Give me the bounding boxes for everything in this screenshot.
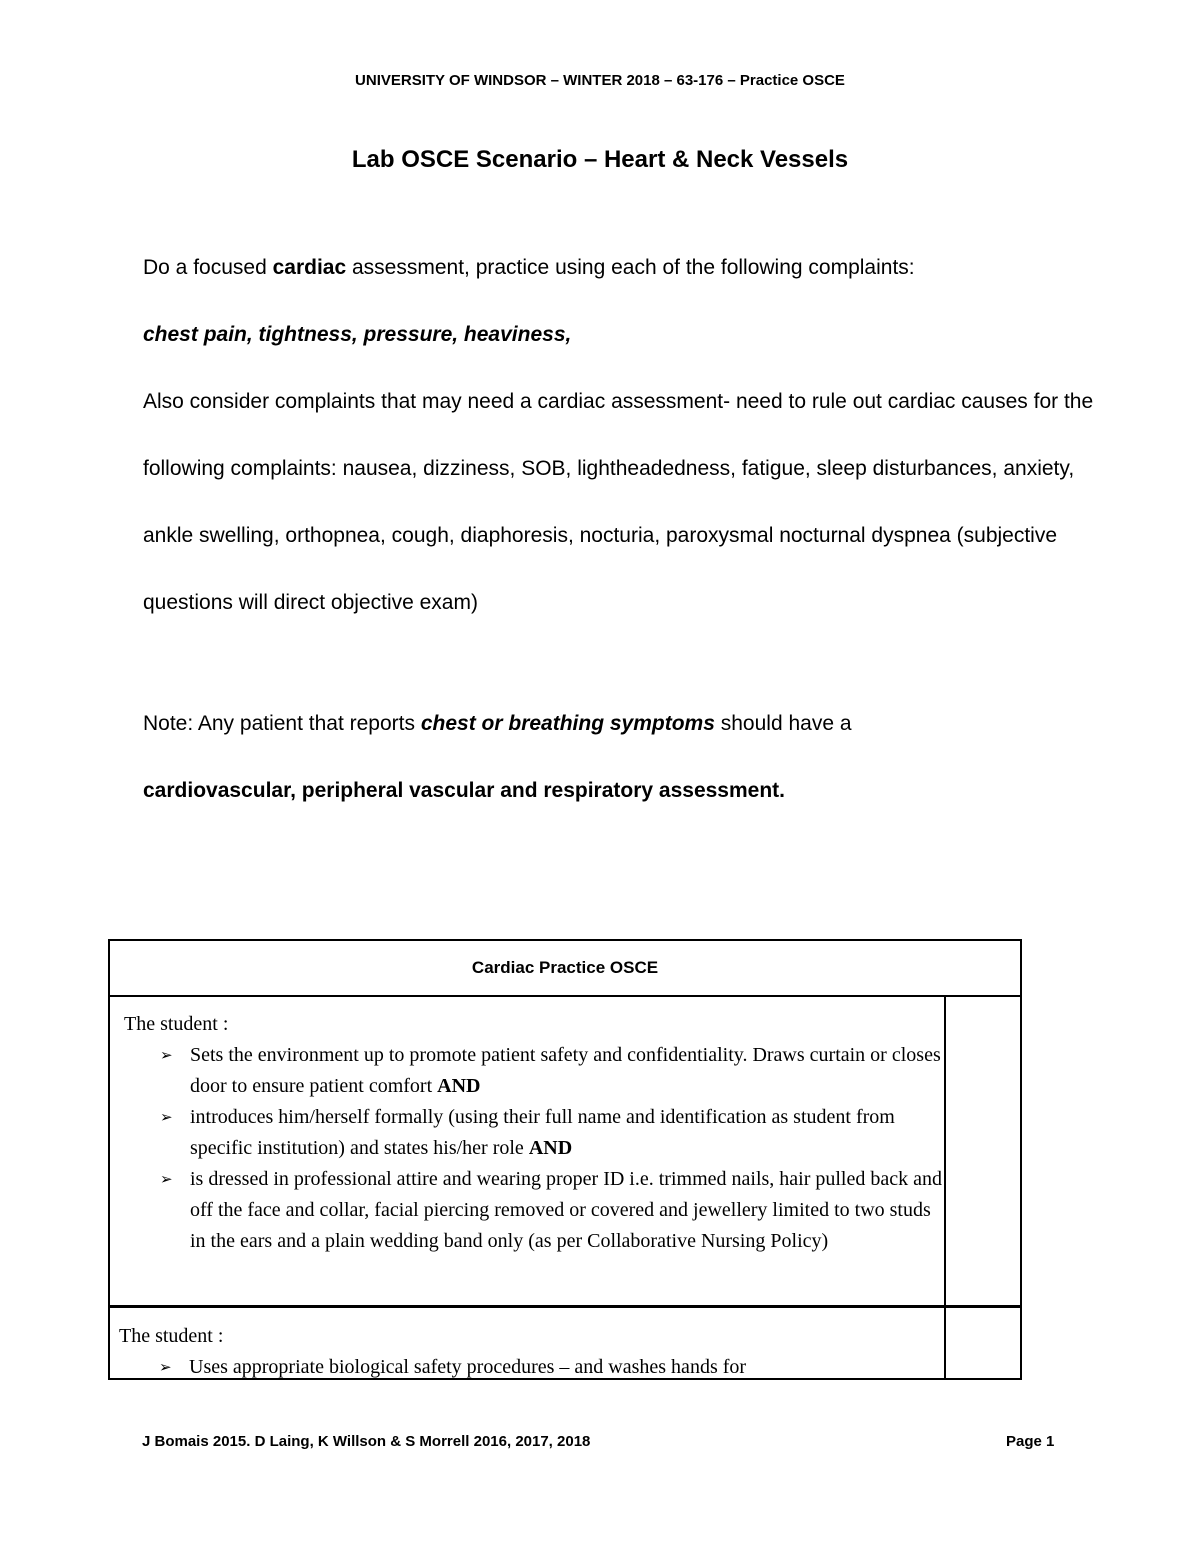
intro-paragraph [143, 234, 1103, 301]
criteria-lead: The student : [119, 1325, 224, 1347]
criteria-cell [110, 1308, 946, 1380]
criteria-cell [110, 997, 946, 1305]
intro-text: Do a focused [143, 256, 273, 279]
list-item [124, 1164, 944, 1257]
osce-checklist-table [108, 939, 1022, 1380]
criteria-list [119, 1352, 944, 1383]
complaints-list: chest pain, tightness, pressure, heaviness, [143, 323, 572, 346]
criteria-keyword: AND [437, 1075, 481, 1097]
arrow-bullet-icon: ➢ [160, 1046, 173, 1064]
table-row [110, 1308, 1020, 1380]
criteria-text: is dressed in professional attire and wearing proper ID i.e. trimmed nails, hair pulled back and off the face and collar, facial piercing removed or covered and jewellery limited to two studs in the ears and a plain wedding band only (as per Collaborative Nursing Policy) [190, 1168, 942, 1252]
list-item [119, 1352, 944, 1383]
note-text: Note: Any patient that reports [143, 712, 421, 735]
criteria-list [124, 1040, 944, 1257]
footer-credits: J Bomais 2015. D Laing, K Willson & S Morrell 2016, 2017, 2018 [142, 1433, 591, 1450]
table-row [110, 997, 1020, 1308]
checkmark-cell[interactable] [946, 997, 1020, 1305]
scenario-instructions [143, 234, 1103, 824]
criteria-text: introduces him/herself formally (using their full name and identification as student from specific institution) and states his/her role [190, 1106, 895, 1159]
intro-keyword: cardiac [272, 256, 347, 279]
note-text-end: should have a [714, 712, 852, 735]
page-number: Page 1 [1006, 1433, 1055, 1450]
note-assessments: cardiovascular, peripheral vascular and respiratory assessment. [143, 779, 785, 802]
criteria-text: Sets the environment up to promote patient safety and confidentiality. Draws curtain or closes door to ensure patient comfort [190, 1044, 941, 1097]
note-paragraph [143, 690, 1103, 757]
list-item [124, 1102, 944, 1164]
osce-table-title: Cardiac Practice OSCE [110, 941, 1020, 997]
list-item [124, 1040, 944, 1102]
spacer [143, 636, 1103, 690]
rule-out-paragraph: Also consider complaints that may need a cardiac assessment- need to rule out cardiac causes for the following complaints: nausea, dizziness, SOB, lightheadedness, fatigue, sleep disturbances, anxiety, ankle swelling, orthopnea, cough, diaphoresis, nocturia, paroxysmal nocturnal dyspnea (subjective questions will direct objective exam) [143, 390, 1094, 614]
criteria-text: Uses appropriate biological safety procedures – and washes hands for [189, 1356, 747, 1378]
criteria-keyword: AND [528, 1137, 573, 1159]
criteria-lead: The student : [124, 1013, 229, 1035]
arrow-bullet-icon: ➢ [160, 1108, 173, 1126]
checkmark-cell[interactable] [946, 1308, 1020, 1380]
intro-text-end: assessment, practice using each of the following complaints: [346, 256, 915, 279]
page-title: Lab OSCE Scenario – Heart & Neck Vessels [351, 146, 849, 173]
running-header: UNIVERSITY OF WINDSOR – WINTER 2018 – 63-176 – Practice OSCE [355, 72, 845, 89]
arrow-bullet-icon: ➢ [160, 1170, 173, 1188]
note-emphasis: chest or breathing symptoms [420, 712, 715, 735]
arrow-bullet-icon: ➢ [159, 1358, 172, 1376]
